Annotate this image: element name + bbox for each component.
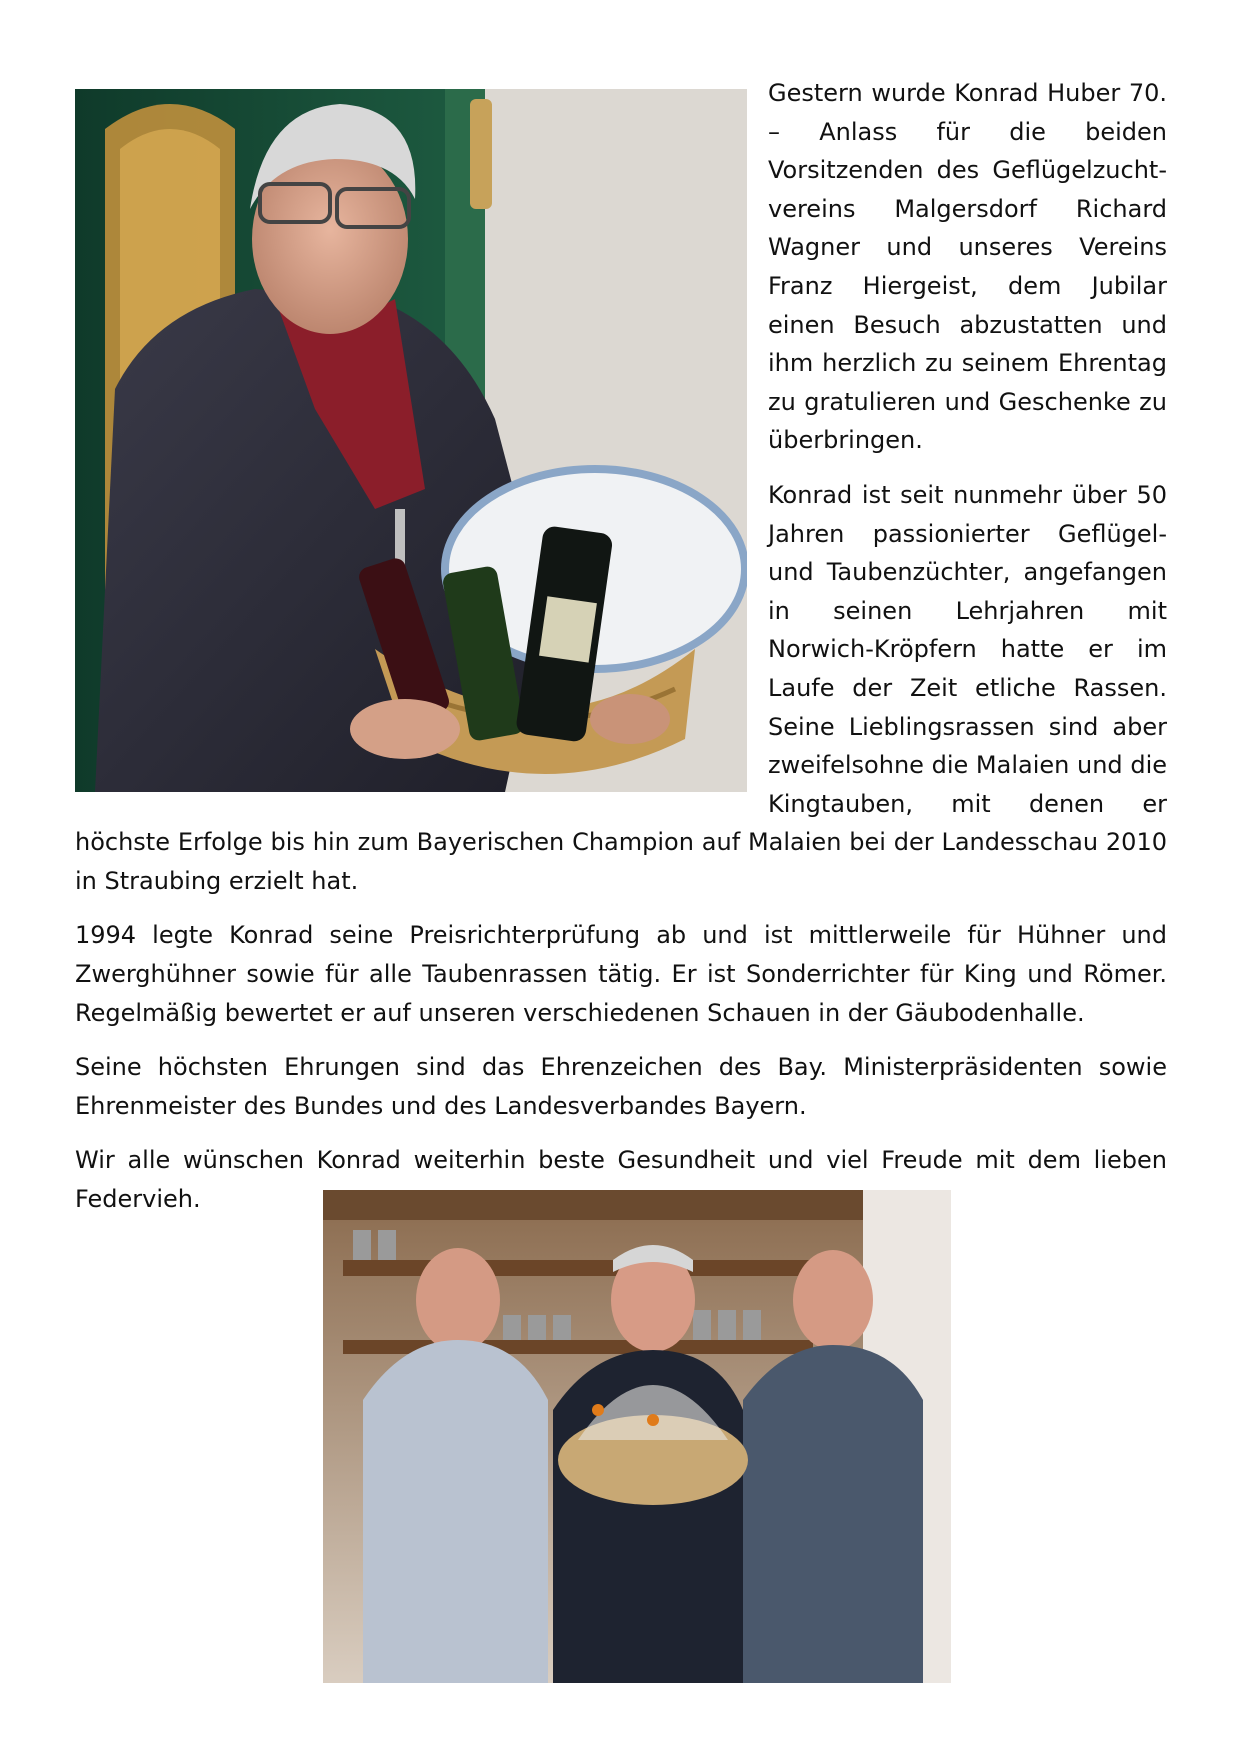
group-photo (323, 1190, 951, 1683)
paragraph-breeder: Konrad ist seit nunmehr über 50 Jahren passionierter Geflügel- und Taubenzüchter, angefangen in seinen Lehrjahren mit Norwich-Kröpfern hatte er im Laufe der Zeit etliche Rassen. Seine Lieblingsrassen sind aber zweifelsohne die Malaien und die Kingtauben, mit denen er höchste Erfolge bis hin zum Bayerischen Champion auf Malaien bei der Landesschau 2010 in Straubing erzielt hat. (75, 480, 1167, 895)
article-text (75, 74, 1167, 1235)
paragraph-intro: Gestern wurde Konrad Huber 70. – Anlass für die beiden Vorsitzenden des Geflügelzucht-vereins Malgersdorf Richard Wagner und unseres Vereins Franz Hiergeist, dem Jubilar einen Besuch abzustatten und ihm herzlich zu seinem Ehrentag zu gratulieren und Geschenke zu überbringen. (768, 79, 1167, 455)
image-wrap-spacer (75, 74, 768, 809)
paragraph-judge: 1994 legte Konrad seine Preisrichterprüfung ab und ist mittlerweile für Hühner und Zwerghühner sowie für alle Taubenrassen tätig. Er ist Sonderrichter für King und Römer. Regelmäßig bewertet er auf unseren verschiedenen Schauen in der Gäubodenhalle. (75, 921, 1167, 1027)
paragraph-honors: Seine höchsten Ehrungen sind das Ehrenzeichen des Bay. Ministerpräsidenten sowie Ehrenmeister des Bundes und des Landesverbandes Bayern. (75, 1053, 1167, 1120)
paragraph-wishes: Wir alle wünschen Konrad weiterhin beste Gesundheit und viel Freude mit dem lieben Federvieh. (75, 1146, 1167, 1214)
